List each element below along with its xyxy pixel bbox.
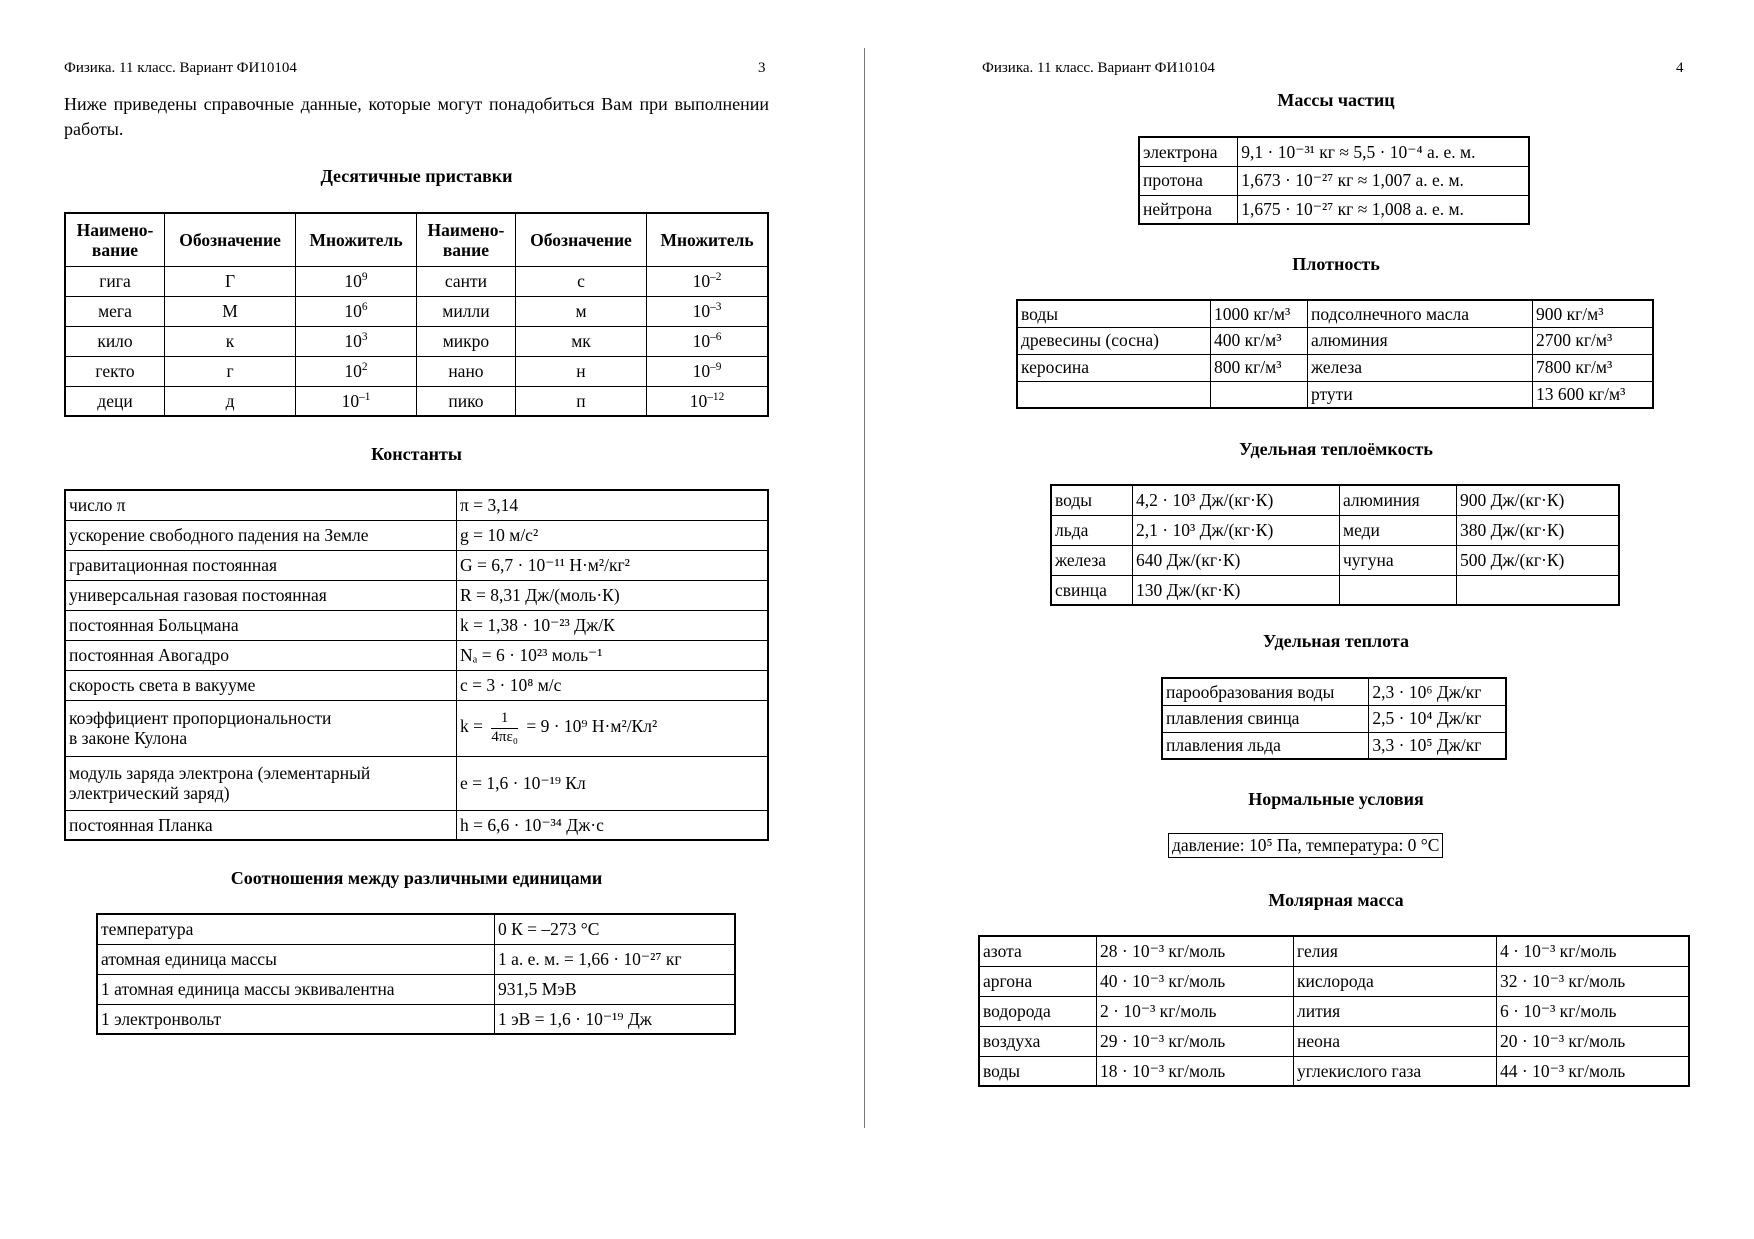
prefixes-header: Обозначение — [515, 213, 646, 266]
prefix-symbol: М — [165, 296, 296, 326]
heat-capacity-value: 4,2 · 10³ Дж/(кг·К) — [1133, 485, 1340, 515]
table-row — [979, 1026, 1689, 1056]
particle-name: нейтрона — [1139, 195, 1238, 224]
density-value: 13 600 кг/м³ — [1533, 381, 1654, 408]
table-row — [1017, 381, 1653, 408]
molar-mass-table — [978, 935, 1690, 1087]
specific-heat-table — [1161, 677, 1507, 760]
molar-value: 29 · 10⁻³ кг/моль — [1097, 1026, 1294, 1056]
molar-name: азота — [979, 936, 1097, 966]
density-name: воды — [1017, 300, 1211, 327]
prefixes-header: Множитель — [296, 213, 417, 266]
prefix-name: милли — [416, 296, 515, 326]
density-value: 900 кг/м³ — [1533, 300, 1654, 327]
table-row — [65, 670, 768, 700]
constant-value: Nₐ = 6 · 10²³ моль⁻¹ — [457, 640, 769, 670]
table-row — [1139, 195, 1529, 224]
molar-name: водорода — [979, 996, 1097, 1026]
prefix-name: микро — [416, 326, 515, 356]
table-row — [65, 610, 768, 640]
prefix-name: деци — [65, 386, 165, 416]
molar-name: углекислого газа — [1294, 1056, 1497, 1086]
prefixes-title: Десятичные приставки — [320, 166, 513, 186]
table-row — [97, 914, 735, 944]
right-page-header: Физика. 11 класс. Вариант ФИ10104 — [982, 60, 1215, 76]
intro-text: Ниже приведены справочные данные, которые могут понадобиться Вам при выполнении работы. — [64, 94, 769, 139]
density-value — [1211, 381, 1308, 408]
table-row — [1139, 137, 1529, 166]
molar-value: 6 · 10⁻³ кг/моль — [1497, 996, 1690, 1026]
constant-label: постоянная Планка — [65, 810, 457, 840]
heat-capacity-name: воды — [1051, 485, 1133, 515]
constant-value: k = $\frac{1}{\text{4πε₀}}$ = 9 · 10⁹ Н·м²/Кл² — [457, 700, 769, 756]
table-row — [1017, 300, 1653, 327]
density-value: 1000 кг/м³ — [1211, 300, 1308, 327]
constant-label: гравитационная постоянная — [65, 550, 457, 580]
coulomb-fraction: $\frac{1}{\text{4πε₀}}$ — [491, 710, 518, 745]
page-divider — [864, 48, 865, 1128]
table-row — [65, 326, 768, 356]
molar-name: аргона — [979, 966, 1097, 996]
table-row — [1051, 515, 1619, 545]
constant-label: постоянная Авогадро — [65, 640, 457, 670]
specific-heat-name: плавления льда — [1162, 732, 1369, 759]
unit-label: атомная единица массы — [97, 944, 495, 974]
heat-capacity-name: алюминия — [1340, 485, 1457, 515]
units-table — [96, 913, 736, 1035]
prefix-name: мега — [65, 296, 165, 326]
density-title: Плотность — [1292, 254, 1380, 274]
molar-value: 20 · 10⁻³ кг/моль — [1497, 1026, 1690, 1056]
table-row — [979, 996, 1689, 1026]
prefix-name: кило — [65, 326, 165, 356]
particle-name: протона — [1139, 166, 1238, 195]
prefix-symbol: с — [515, 266, 646, 296]
density-name: керосина — [1017, 354, 1211, 381]
molar-name: воды — [979, 1056, 1097, 1086]
table-row — [1162, 732, 1506, 759]
table-row — [1051, 575, 1619, 605]
constant-label: ускорение свободного падения на Земле — [65, 520, 457, 550]
specific-heat-value: 3,3 · 10⁵ Дж/кг — [1369, 732, 1506, 759]
density-value: 800 кг/м³ — [1211, 354, 1308, 381]
specific-heat-value: 2,3 · 10⁶ Дж/кг — [1369, 678, 1506, 705]
table-row — [65, 356, 768, 386]
table-row — [65, 640, 768, 670]
prefix-name: гига — [65, 266, 165, 296]
molar-mass-title: Молярная масса — [1268, 890, 1404, 910]
prefix-symbol: п — [515, 386, 646, 416]
molar-value: 32 · 10⁻³ кг/моль — [1497, 966, 1690, 996]
molar-name: лития — [1294, 996, 1497, 1026]
prefix-multiplier: $10^3$ — [296, 326, 417, 356]
density-name: железа — [1308, 354, 1533, 381]
prefix-multiplier: $10^{-1}$ — [296, 386, 417, 416]
table-row — [65, 580, 768, 610]
molar-value: 2 · 10⁻³ кг/моль — [1097, 996, 1294, 1026]
molar-value: 40 · 10⁻³ кг/моль — [1097, 966, 1294, 996]
table-row — [65, 700, 768, 756]
unit-value: 931,5 МэВ — [495, 974, 736, 1004]
table-row — [65, 386, 768, 416]
constant-label: универсальная газовая постоянная — [65, 580, 457, 610]
prefixes-header: Множитель — [647, 213, 768, 266]
prefix-multiplier: $10^2$ — [296, 356, 417, 386]
table-row — [1162, 705, 1506, 732]
heat-capacity-table — [1050, 484, 1620, 606]
heat-capacity-value: 900 Дж/(кг·К) — [1457, 485, 1620, 515]
table-row — [1017, 327, 1653, 354]
heat-capacity-name: льда — [1051, 515, 1133, 545]
particle-mass: 1,675 · 10⁻²⁷ кг ≈ 1,008 а. е. м. — [1238, 195, 1529, 224]
constant-value: g = 10 м/с² — [457, 520, 769, 550]
normal-conditions-title: Нормальные условия — [1248, 789, 1424, 809]
constant-value: R = 8,31 Дж/(моль·К) — [457, 580, 769, 610]
left-page-number: 3 — [758, 60, 766, 76]
density-name: алюминия — [1308, 327, 1533, 354]
density-name: подсолнечного масла — [1308, 300, 1533, 327]
heat-capacity-name: железа — [1051, 545, 1133, 575]
prefix-symbol: Г — [165, 266, 296, 296]
prefix-symbol: г — [165, 356, 296, 386]
table-row — [65, 490, 768, 520]
density-table — [1016, 299, 1654, 409]
table-row — [979, 966, 1689, 996]
units-title: Соотношения между различными единицами — [230, 868, 603, 888]
constant-value: c = 3 · 10⁸ м/с — [457, 670, 769, 700]
specific-heat-title: Удельная теплота — [1263, 631, 1409, 651]
constants-title: Константы — [371, 444, 462, 464]
table-row — [97, 944, 735, 974]
constant-label: коэффициент пропорциональности в законе Кулона — [65, 700, 457, 756]
prefix-symbol: н — [515, 356, 646, 386]
molar-value: 28 · 10⁻³ кг/моль — [1097, 936, 1294, 966]
constant-value: k = 1,38 · 10⁻²³ Дж/К — [457, 610, 769, 640]
table-row — [1139, 166, 1529, 195]
unit-label: 1 электронвольт — [97, 1004, 495, 1034]
molar-name: воздуха — [979, 1026, 1097, 1056]
heat-capacity-value: 640 Дж/(кг·К) — [1133, 545, 1340, 575]
prefix-multiplier: $10^9$ — [296, 266, 417, 296]
constant-label: постоянная Больцмана — [65, 610, 457, 640]
density-name — [1017, 381, 1211, 408]
constant-label: скорость света в вакууме — [65, 670, 457, 700]
normal-conditions-box: давление: 10⁵ Па, температура: 0 °С — [1168, 833, 1443, 858]
constant-value: G = 6,7 · 10⁻¹¹ Н·м²/кг² — [457, 550, 769, 580]
table-row — [1051, 545, 1619, 575]
specific-heat-name: парообразования воды — [1162, 678, 1369, 705]
heat-capacity-name — [1340, 575, 1457, 605]
prefix-multiplier: $10^{-6}$ — [647, 326, 768, 356]
molar-value: 44 · 10⁻³ кг/моль — [1497, 1056, 1690, 1086]
table-row — [65, 266, 768, 296]
particle-name: электрона — [1139, 137, 1238, 166]
prefix-multiplier: $10^{-3}$ — [647, 296, 768, 326]
heat-capacity-title: Удельная теплоёмкость — [1239, 439, 1433, 459]
table-row — [97, 1004, 735, 1034]
table-row — [97, 974, 735, 1004]
prefixes-table — [64, 212, 769, 417]
density-name: древесины (сосна) — [1017, 327, 1211, 354]
heat-capacity-value: 2,1 · 10³ Дж/(кг·К) — [1133, 515, 1340, 545]
molar-value: 4 · 10⁻³ кг/моль — [1497, 936, 1690, 966]
unit-value: 0 К = –273 °С — [495, 914, 736, 944]
prefixes-header: Наимено-вание — [416, 213, 515, 266]
table-row — [979, 1056, 1689, 1086]
unit-value: 1 эВ = 1,6 · 10⁻¹⁹ Дж — [495, 1004, 736, 1034]
molar-name: кислорода — [1294, 966, 1497, 996]
particle-mass: 9,1 · 10⁻³¹ кг ≈ 5,5 · 10⁻⁴ а. е. м. — [1238, 137, 1529, 166]
heat-capacity-name: меди — [1340, 515, 1457, 545]
heat-capacity-value — [1457, 575, 1620, 605]
table-row — [65, 520, 768, 550]
molar-name: неона — [1294, 1026, 1497, 1056]
prefix-symbol: мк — [515, 326, 646, 356]
masses-table — [1138, 136, 1530, 225]
unit-label: температура — [97, 914, 495, 944]
density-value: 400 кг/м³ — [1211, 327, 1308, 354]
prefix-symbol: к — [165, 326, 296, 356]
prefix-name: пико — [416, 386, 515, 416]
heat-capacity-name: свинца — [1051, 575, 1133, 605]
prefix-multiplier: $10^{-12}$ — [647, 386, 768, 416]
prefix-name: нано — [416, 356, 515, 386]
unit-value: 1 а. е. м. = 1,66 · 10⁻²⁷ кг — [495, 944, 736, 974]
table-row — [1162, 678, 1506, 705]
constants-table — [64, 489, 769, 841]
unit-label: 1 атомная единица массы эквивалентна — [97, 974, 495, 1004]
prefix-multiplier: $10^{-9}$ — [647, 356, 768, 386]
heat-capacity-name: чугуна — [1340, 545, 1457, 575]
constant-value: π = 3,14 — [457, 490, 769, 520]
specific-heat-name: плавления свинца — [1162, 705, 1369, 732]
prefix-name: санти — [416, 266, 515, 296]
masses-title: Массы частиц — [1277, 90, 1395, 110]
prefix-symbol: м — [515, 296, 646, 326]
particle-mass: 1,673 · 10⁻²⁷ кг ≈ 1,007 а. е. м. — [1238, 166, 1529, 195]
constant-value: h = 6,6 · 10⁻³⁴ Дж·с — [457, 810, 769, 840]
prefix-multiplier: $10^{-2}$ — [647, 266, 768, 296]
prefix-symbol: д — [165, 386, 296, 416]
heat-capacity-value: 500 Дж/(кг·К) — [1457, 545, 1620, 575]
table-row — [979, 936, 1689, 966]
constant-value: e = 1,6 · 10⁻¹⁹ Кл — [457, 756, 769, 810]
molar-name: гелия — [1294, 936, 1497, 966]
table-row — [65, 296, 768, 326]
heat-capacity-value: 130 Дж/(кг·К) — [1133, 575, 1340, 605]
density-value: 2700 кг/м³ — [1533, 327, 1654, 354]
prefix-multiplier: $10^6$ — [296, 296, 417, 326]
table-row — [1051, 485, 1619, 515]
prefixes-header: Обозначение — [165, 213, 296, 266]
left-page-header: Физика. 11 класс. Вариант ФИ10104 — [64, 60, 297, 76]
prefixes-header: Наимено-вание — [65, 213, 165, 266]
density-name: ртути — [1308, 381, 1533, 408]
constant-label: число π — [65, 490, 457, 520]
table-row — [65, 810, 768, 840]
table-row — [65, 550, 768, 580]
density-value: 7800 кг/м³ — [1533, 354, 1654, 381]
heat-capacity-value: 380 Дж/(кг·К) — [1457, 515, 1620, 545]
right-page-number: 4 — [1676, 60, 1684, 76]
constant-label: модуль заряда электрона (элементарный электрический заряд) — [65, 756, 457, 810]
specific-heat-value: 2,5 · 10⁴ Дж/кг — [1369, 705, 1506, 732]
table-row — [1017, 354, 1653, 381]
molar-value: 18 · 10⁻³ кг/моль — [1097, 1056, 1294, 1086]
table-row — [65, 756, 768, 810]
prefix-name: гекто — [65, 356, 165, 386]
